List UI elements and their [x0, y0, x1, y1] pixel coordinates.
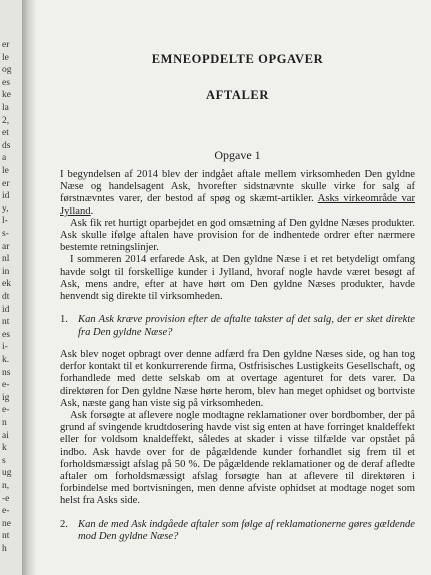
left-page-fragment: er: [2, 40, 10, 50]
left-page-fragment: ar: [2, 241, 10, 252]
left-page-fragment: ne: [2, 518, 11, 529]
paragraph-dismissal: Ask blev noget opbragt over denne adfærd fra Den gyldne Næses side, og han tog derfor kontakt til et konkurrerende firma, Ostfrisisches Lustigkeits Gesellschaft, og forhandlede med dette selskab om at overtage agenturet for dets varer. Da direktøren for Den gyldne Næse hørte herom, blev han meget ophidset og bortviste Ask, næste gang han viste sig på virksomheden.: [60, 349, 415, 409]
left-page-fragment: 2,: [2, 115, 10, 126]
left-page-fragment: l-: [2, 216, 8, 227]
paragraph-intro: [60, 169, 415, 218]
left-page-fragment: e-: [2, 506, 10, 517]
left-page-fragment: ug: [2, 468, 12, 479]
page-content: [60, 52, 415, 554]
left-page-fragment: k.: [2, 355, 10, 365]
left-page-fragment: ns: [2, 367, 11, 378]
left-page-fragment: in: [2, 266, 10, 277]
left-page-fragment: ke: [2, 90, 11, 101]
left-page-fragment: ek: [2, 279, 11, 290]
left-page-fragment: k: [2, 443, 7, 454]
left-page-fragment: le: [2, 52, 9, 63]
left-page-fragment: s: [2, 455, 6, 466]
left-page-fragment: e-: [2, 405, 10, 416]
question-2-text: Kan de med Ask indgåede aftaler som følge af reklamationerne gøres gældende mod Den gyldne Næse?: [78, 518, 415, 543]
paragraph-commission: Ask fik ret hurtigt oparbejdet en god omsætning af Den gyldne Næses produkter. Ask skulle ifølge aftalen have provision for de indhentede ordrer efter nærmere bestemte retningslinjer.: [60, 217, 415, 254]
left-page-fragment: dt: [2, 292, 10, 302]
paragraph-intro-text: I begyndelsen af 2014 blev der indgået aftale mellem virksomheden Den gyldne Næse og handelsagent Ask, hvorefter sidstnævnte skulle virke for salg af førstnævntes varer, der bestod af spøg og skæmt-artikler.: [60, 169, 415, 205]
left-page-fragment: le: [2, 166, 9, 176]
left-page-fragment: h: [2, 544, 7, 554]
left-page-fragment: i-: [2, 342, 8, 353]
left-page-fragment: -e: [2, 493, 10, 504]
left-page-fragment: ig: [2, 392, 10, 403]
paragraph-summer-sales: I sommeren 2014 erfarede Ask, at Den gyldne Næse i et ret betydeligt omfang havde solgt til forskellige kunder i Jylland, hvoraf nogle havde været besøgt af Ask, mens andre, efter at have hørt om Den gyldne Næses produkter, havde henvendt sig direkte til virksomheden.: [60, 254, 415, 303]
left-page-fragment: ds: [2, 140, 11, 151]
left-page-fragment: n,: [2, 481, 10, 491]
adjacent-left-page: [0, 0, 23, 575]
task-title: Opgave 1: [214, 148, 261, 162]
question-1-number: 1.: [60, 314, 68, 326]
section-title: EMNEOPDELTE OPGAVER: [151, 52, 324, 66]
left-page-fragment: et: [2, 128, 9, 139]
question-1: [60, 314, 415, 339]
question-2: [60, 519, 415, 544]
left-page-fragment: og: [2, 65, 12, 76]
left-page-fragment: es: [2, 77, 10, 88]
left-page-fragment: nl: [2, 254, 10, 265]
question-2-number: 2.: [60, 518, 68, 530]
left-page-fragment: n: [2, 418, 7, 428]
left-page-fragment: id: [2, 191, 10, 202]
left-page-fragment: la: [2, 103, 9, 113]
left-page-fragment: y,: [2, 203, 9, 214]
left-page-fragment: id: [2, 304, 10, 315]
left-page-fragment: ai: [2, 430, 9, 441]
left-page-fragment: nt: [2, 317, 10, 328]
question-1-text: Kan Ask kræve provision efter de aftalte takster af det salg, der er sket direkte fra Den gyldne Næse?: [78, 314, 415, 338]
left-page-fragment: nt: [2, 531, 10, 542]
left-page-fragment: es: [2, 329, 10, 340]
book-page: [36, 0, 431, 575]
paragraph-reclamations: Ask forsøgte at aflevere nogle modtagne reklamationer over bordbomber, der på grund af svingende krudtdosering havde vist sig enten at have forringet knaldeffekt eller for voldsom knaldeffekt, således at skader i visse tilfælde var opstået på indbo. Ask havde over for de pågældende kunder forhandlet sig frem til et forholdsmæssigt afslag på 50 %. De pågældende reklamationer og de deraf afledte aftaler om forholdsmæssigt afslag forsøgte han at aflevere til direktøren i forbindelse med bortvisningen, men denne afviste ophidset at modtage noget som helst fra Asks side.: [60, 410, 415, 507]
chapter-title: AFTALER: [205, 88, 269, 102]
left-page-fragment: er: [2, 178, 10, 189]
paragraph-intro-end: .: [90, 205, 94, 217]
underlined-phrase: Asks virkeområde var Jylland: [60, 193, 415, 217]
left-page-fragment: s-: [2, 229, 9, 239]
book-gutter: [22, 0, 36, 575]
left-page-fragment: a: [2, 153, 7, 164]
left-page-fragment: e-: [2, 380, 10, 391]
